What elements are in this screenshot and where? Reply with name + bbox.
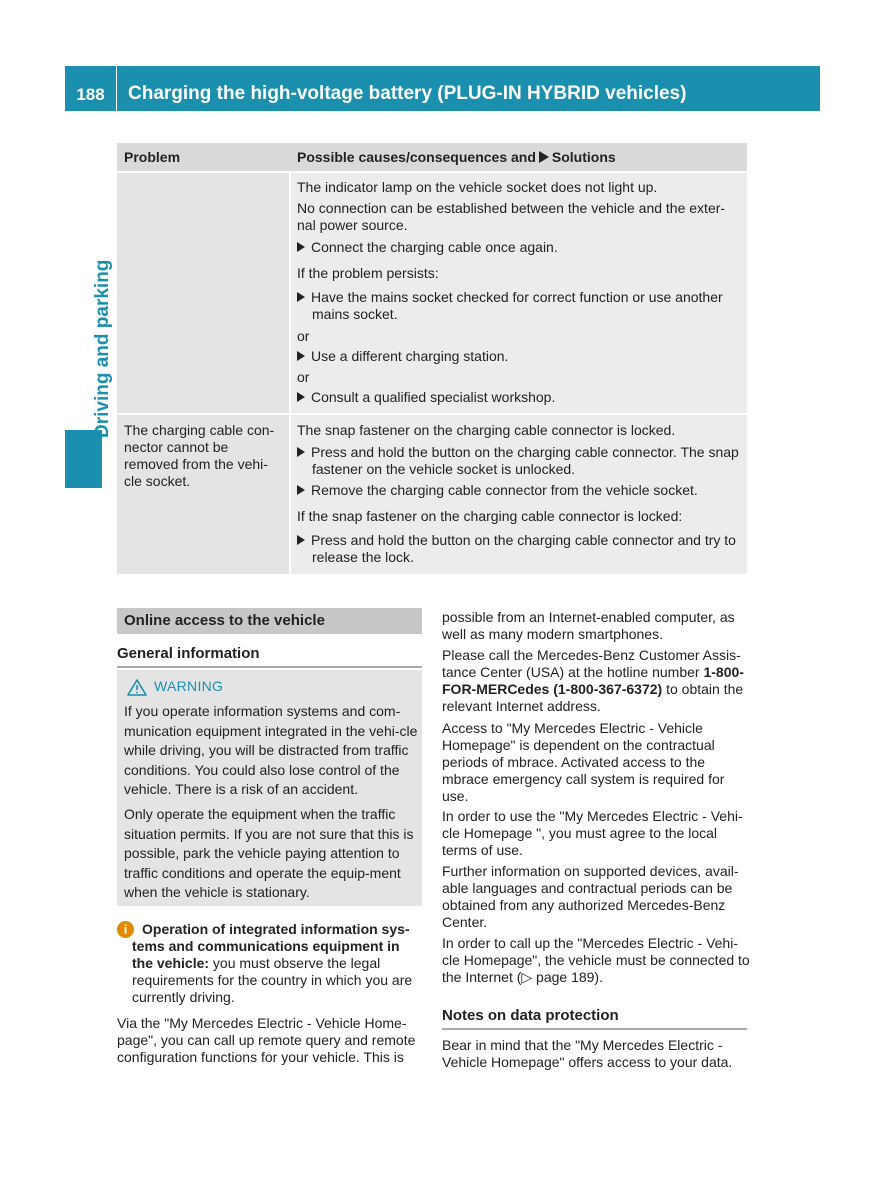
row2-line: If the snap fastener on the charging cable connector is locked: [297, 508, 683, 524]
row2-bullet [297, 482, 757, 499]
page-title: Charging the high-voltage battery (PLUG-IN HYBRID vehicles) [128, 83, 687, 104]
row2-problem-text: The charging cable con-nector cannot be removed from the vehi-cle socket. [124, 422, 275, 489]
section-title: Online access to the vehicle [117, 608, 422, 634]
row1-line: No connection can be established between the vehicle and the exter-nal power source. [297, 200, 726, 233]
warning-paragraph: If you operate information systems and com-munication equipment integrated in the vehi-cle while driving, you will be distracted from traffic conditions. You could also lose control of the vehicle. There is a risk of an accident. [124, 703, 418, 798]
row1-line: If the problem persists: [297, 265, 439, 281]
info-note-text: you must observe the legal requirements for the country in which you are currently driving. [132, 955, 413, 1005]
warning-triangle-icon [127, 679, 147, 696]
bullet-arrow-icon [297, 242, 305, 252]
bullet-arrow-icon [297, 447, 305, 457]
bullet-arrow-icon [297, 351, 305, 361]
hotline-text: Please call the Mercedes-Benz Customer Assis-tance Center (USA) at the hotline number [442, 647, 741, 680]
table-header-problem: Problem [124, 149, 181, 165]
bullet-text: Use a different charging station. [311, 348, 509, 364]
header-text-causes: Possible causes/consequences and [297, 149, 536, 165]
row1-line: or [297, 328, 310, 344]
solution-triangle-icon [539, 151, 549, 163]
bullet-text: Press and hold the button on the charging cable connector and try to release the lock. [311, 532, 736, 565]
warning-title: WARNING [154, 678, 224, 694]
bullet-text: Connect the charging cable once again. [311, 239, 558, 255]
row2-line: The snap fastener on the charging cable connector is locked. [297, 422, 676, 438]
row1-line: or [297, 369, 310, 385]
bullet-arrow-icon [297, 485, 305, 495]
body-paragraph: possible from an Internet-enabled computer, as well as many modern smartphones. [442, 609, 735, 642]
info-note [132, 921, 424, 1006]
side-tab-label: Driving and parking [92, 259, 113, 438]
bullet-arrow-icon [297, 392, 305, 402]
body-paragraph: Via the "My Mercedes Electric - Vehicle Home-page", you can call up remote query and remote configuration functions for your vehicle. This is [117, 1015, 416, 1065]
divider [117, 666, 422, 668]
body-paragraph: In order to use the "My Mercedes Electric - Vehi-cle Homepage ", you must agree to the local terms of use. [442, 808, 743, 858]
header-text-solutions: Solutions [551, 149, 616, 165]
subheading-general-information: General information [117, 645, 260, 662]
hotline-number: 1-800-FOR-MERCedes (1-800-367-6372) [442, 664, 744, 697]
info-note-bold: Operation of integrated information sys-tems and communications equipment in the vehicle: [132, 921, 410, 971]
bullet-text: Have the mains socket checked for correct function or use another mains socket. [311, 289, 723, 322]
bullet-text: Consult a qualified specialist workshop. [311, 389, 556, 405]
warning-paragraph: Only operate the equipment when the traffic situation permits. If you are not sure that this is possible, park the vehicle paying attention to traffic conditions and operate the equip-ment when the vehicle is stationary. [124, 806, 414, 901]
row1-bullet [297, 289, 757, 323]
row1-bullet [297, 348, 757, 365]
bullet-arrow-icon [297, 535, 305, 545]
troubleshooting-table [117, 143, 747, 574]
row1-bullet [297, 239, 757, 256]
info-icon: i [117, 921, 134, 938]
row2-bullet [297, 532, 757, 566]
bullet-text: Press and hold the button on the charging cable connector. The snap fastener on the vehicle socket is unlocked. [311, 444, 739, 477]
divider [442, 1028, 747, 1030]
bullet-arrow-icon [297, 292, 305, 302]
body-paragraph: Access to "My Mercedes Electric - Vehicle Homepage" is dependent on the contractual periods of mbrace. Activated access to the mbrace emergency call system is required for use. [442, 720, 725, 804]
hotline-paragraph [442, 647, 750, 715]
table-row-1-problem-cell [117, 173, 289, 413]
subheading-data-protection: Notes on data protection [442, 1007, 619, 1024]
body-paragraph: Further information on supported devices, avail-able languages and contractual periods can be obtained from any authorized Mercedes-Benz Center. [442, 863, 739, 930]
row2-bullet [297, 444, 757, 478]
row1-bullet [297, 389, 757, 406]
body-paragraph: Bear in mind that the "My Mercedes Electric - Vehicle Homepage" offers access to your data. [442, 1037, 733, 1070]
table-header-solutions [297, 149, 616, 166]
hotline-text-end: to obtain the relevant Internet address. [442, 681, 744, 714]
bullet-text: Remove the charging cable connector from the vehicle socket. [311, 482, 698, 498]
side-tab-marker [65, 430, 102, 488]
row1-line: The indicator lamp on the vehicle socket does not light up. [297, 179, 658, 195]
page-number: 188 [65, 66, 117, 111]
body-paragraph: In order to call up the "Mercedes Electric - Vehi-cle Homepage", the vehicle must be connected to the Internet (▷ page 189). [442, 935, 750, 985]
